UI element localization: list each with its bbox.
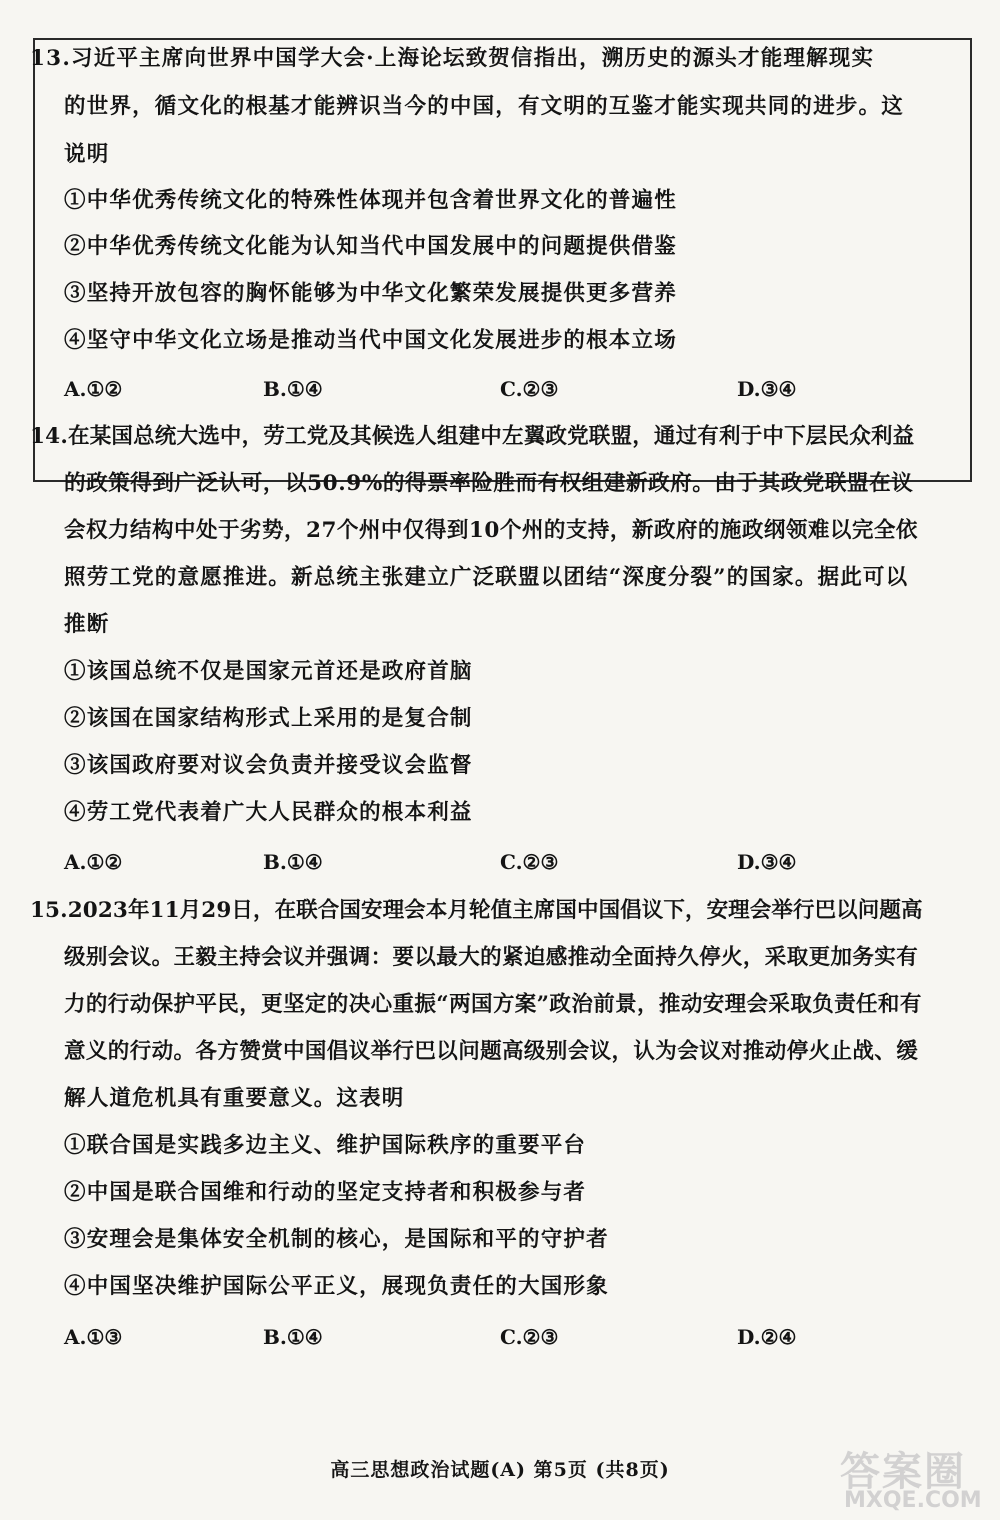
q15-line-3: 力的行动保护平民，更坚定的决心重振“两国方案”政治前景，推动安理会采取负责任和有 xyxy=(64,992,922,1017)
q14-option-b: B.①④ xyxy=(263,850,323,874)
q14-line-5: 推断 xyxy=(64,612,110,637)
q13-option-a: A.①② xyxy=(64,377,123,401)
q14-option-a: A.①② xyxy=(64,850,123,874)
q14-item-4: ④劳工党代表着广大人民群众的根本利益 xyxy=(64,800,473,825)
q14-line-2: 的政策得到广泛认可，以50.9%的得票率险胜而有权组建新政府。由于其政党联盟在议 xyxy=(64,471,914,496)
q15-option-d: D.②④ xyxy=(737,1325,797,1349)
q15-option-a: A.①③ xyxy=(64,1325,123,1349)
q15-line-4: 意义的行动。各方赞赏中国倡议举行巴以问题高级别会议，认为会议对推动停火止战、缓 xyxy=(64,1039,919,1064)
page-footer: 高三思想政治试题(A) 第5页 (共8页) xyxy=(330,1459,670,1481)
q14-line-1: 14.在某国总统大选中，劳工党及其候选人组建中左翼政党联盟，通过有利于中下层民众利益 xyxy=(30,424,915,449)
q14-line-4: 照劳工党的意愿推进。新总统主张建立广泛联盟以团结“深度分裂”的国家。据此可以 xyxy=(64,565,909,590)
q13-item-2: ②中华优秀传统文化能为认知当代中国发展中的问题提供借鉴 xyxy=(64,234,677,259)
q15-line-5: 解人道危机具有重要意义。这表明 xyxy=(64,1086,405,1111)
q13-item-3: ③坚持开放包容的胸怀能够为中华文化繁荣发展提供更多营养 xyxy=(64,281,677,306)
q15-item-1: ①联合国是实践多边主义、维护国际秩序的重要平台 xyxy=(64,1133,587,1158)
q15-option-b: B.①④ xyxy=(263,1325,323,1349)
q14-item-3: ③该国政府要对议会负责并接受议会监督 xyxy=(64,753,473,778)
q13-item-1: ①中华优秀传统文化的特殊性体现并包含着世界文化的普遍性 xyxy=(64,188,677,213)
q13-line-2: 的世界，循文化的根基才能辨识当今的中国，有文明的互鉴才能实现共同的进步。这 xyxy=(64,94,904,119)
q13-option-b: B.①④ xyxy=(263,377,323,401)
watermark-text: 答案圈 xyxy=(840,1448,966,1495)
watermark-url: MXQE.COM xyxy=(844,1488,982,1513)
q15-item-2: ②中国是联合国维和行动的坚定支持者和积极参与者 xyxy=(64,1180,587,1205)
q15-line-2: 级别会议。王毅主持会议并强调：要以最大的紧迫感推动全面持久停火，采取更加务实有 xyxy=(64,945,919,970)
q14-option-c: C.②③ xyxy=(500,850,559,874)
q14-line-3: 会权力结构中处于劣势，27个州中仅得到10个州的支持，新政府的施政纲领难以完全依 xyxy=(64,518,918,543)
q15-line-1: 15.2023年11月29日，在联合国安理会本月轮值主席国中国倡议下，安理会举行巴以问题高 xyxy=(30,898,923,923)
q15-item-4: ④中国坚决维护国际公平正义，展现负责任的大国形象 xyxy=(64,1274,609,1299)
q13-option-d: D.③④ xyxy=(737,377,797,401)
q13-item-4: ④坚守中华文化立场是推动当代中国文化发展进步的根本立场 xyxy=(64,328,677,353)
watermark-logo xyxy=(830,1440,980,1520)
q14-item-2: ②该国在国家结构形式上采用的是复合制 xyxy=(64,706,473,731)
q13-option-c: C.②③ xyxy=(500,377,559,401)
q14-option-d: D.③④ xyxy=(737,850,797,874)
q14-item-1: ①该国总统不仅是国家元首还是政府首脑 xyxy=(64,659,473,684)
q13-line-3: 说明 xyxy=(64,142,110,167)
q15-item-3: ③安理会是集体安全机制的核心，是国际和平的守护者 xyxy=(64,1227,609,1252)
q15-option-c: C.②③ xyxy=(500,1325,559,1349)
q13-line-1: 13.习近平主席向世界中国学大会·上海论坛致贺信指出，溯历史的源头才能理解现实 xyxy=(30,46,875,71)
